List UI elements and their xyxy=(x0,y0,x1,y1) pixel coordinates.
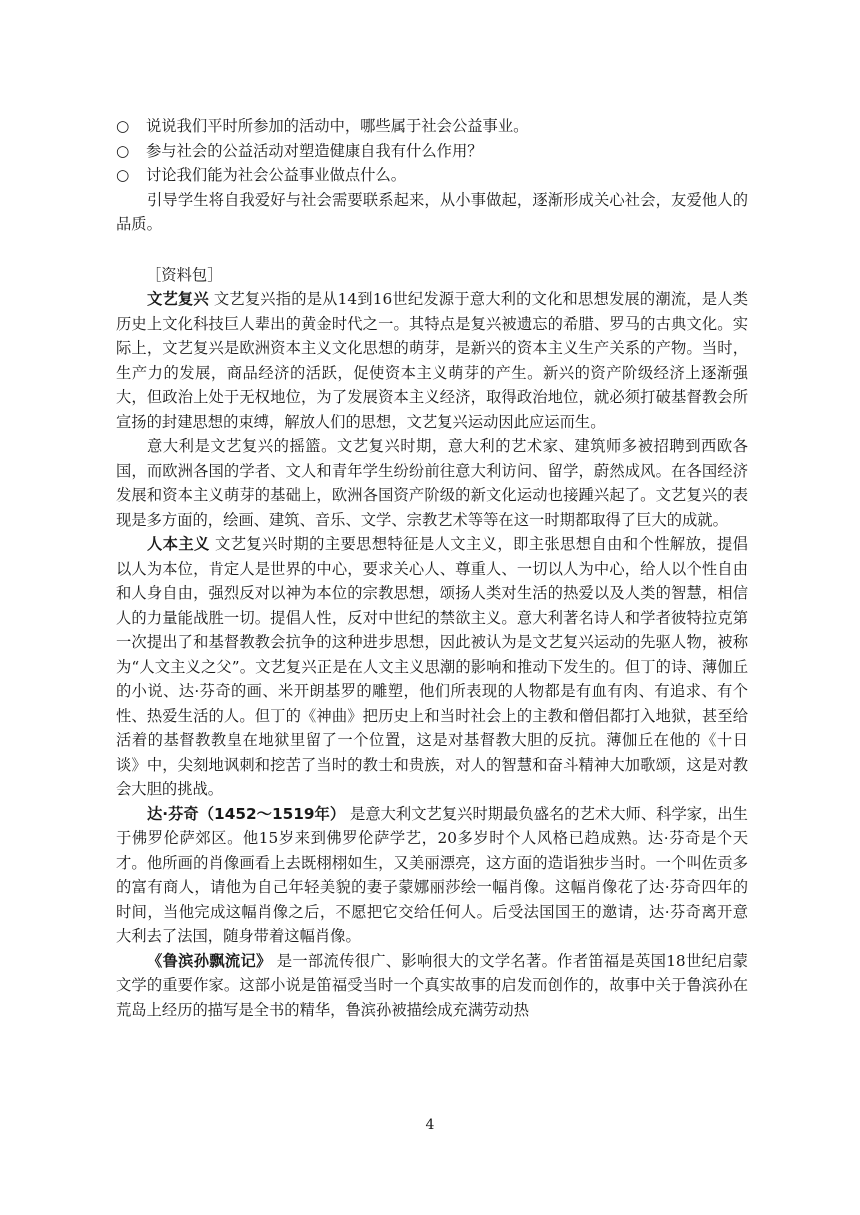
question-item xyxy=(116,163,748,188)
entry-term: 文艺复兴 xyxy=(147,290,209,308)
entry-text: 是一部流传很广、影响很大的文学名著。作者笛福是英国18世纪启蒙文学的重要作家。这部小说是笛福受当时一个真实故事的启发而创作的，故事中关于鲁滨孙在荒岛上经历的描写是全书的精华，鲁滨孙被描绘成充满劳动热 xyxy=(116,951,748,1019)
entry-italy xyxy=(116,434,748,532)
question-item xyxy=(116,139,748,164)
entry-term: 达·芬奇（1452～1519年） xyxy=(147,804,346,823)
page-number: 4 xyxy=(425,1117,435,1133)
circle-bullet-icon: ○ xyxy=(116,166,130,184)
question-text: 讨论我们能为社会公益事业做点什么。 xyxy=(146,166,407,184)
question-item xyxy=(116,114,748,139)
entry-humanism xyxy=(116,532,748,802)
entry-text: 是意大利文艺复兴时期最负盛名的艺术大师、科学家，出生于佛罗伦萨郊区。他15岁来到佛罗伦萨学艺，20多岁时个人风格已趋成熟。达·芬奇是个天才。他所画的肖像画看上去既栩栩如生，又美丽漂亮，这方面的造诣独步当时。一个叫佐贡多的富有商人，请他为自己年轻美貌的妻子蒙娜丽莎绘一幅肖像。这幅肖像花了达·芬奇四年的时间，当他完成这幅肖像之后，不愿把它交给任何人。后受法国国王的邀请，达·芬奇离开意大利去了法国，随身带着这幅肖像。 xyxy=(116,804,748,945)
page-content xyxy=(116,114,748,1022)
question-text: 说说我们平时所参加的活动中，哪些属于社会公益事业。 xyxy=(146,117,529,135)
resource-heading: ［资料包］ xyxy=(146,265,223,284)
entry-robinson-crusoe xyxy=(116,949,748,1023)
entry-term: 《鲁滨孙飘流记》 xyxy=(147,951,272,970)
circle-bullet-icon: ○ xyxy=(116,117,130,135)
circle-bullet-icon: ○ xyxy=(116,141,130,160)
entry-text: 文艺复兴指的是从14到16世纪发源于意大利的文化和思想发展的潮流，是人类历史上文化科技巨人辈出的黄金时代之一。其特点是复兴被遗忘的希腊、罗马的古典文化。实际上，文艺复兴是欧洲资本主义文化思想的萌芽，是新兴的资本主义生产关系的产物。当时，生产力的发展，商品经济的活跃，促使资本主义萌芽的产生。新兴的资产阶级经济上逐渐强大，但政治上处于无权地位，为了发展资本主义经济，取得政治地位，就必须打破基督教会所宣扬的封建思想的束缚，解放人们的思想，文艺复兴运动因此应运而生。 xyxy=(116,290,748,431)
spacer xyxy=(116,237,748,263)
entry-term: 人本主义 xyxy=(147,535,210,553)
entry-text: 文艺复兴时期的主要思想特征是人文主义，即主张思想自由和个性解放，提倡以人为本位，肯定人是世界的中心，要求关心人、尊重人、一切以人为中心，给人以个性自由和人身自由，强烈反对以神为本位的宗教思想，颂扬人类对生活的热爱以及人类的智慧，相信人的力量能战胜一切。提倡人性，反对中世纪的禁欲主义。意大利著名诗人和学者彼特拉克第一次提出了和基督教教会抗争的这种进步思想，因此被认为是文艺复兴运动的先驱人物，被称为“人文主义之父”。文艺复兴正是在人文主义思潮的影响和推动下发生的。但丁的诗、薄伽丘的小说、达·芬奇的画、米开朗基罗的雕塑，他们所表现的人物都是有血有肉、有追求、有个性、热爱生活的人。但丁的《神曲》把历史上和当时社会上的主教和僧侣都打入地狱，甚至给活着的基督教教皇在地狱里留了一个位置，这是对基督教大胆的反抗。薄伽丘在他的《十日谈》中，尖刻地讽刺和挖苦了当时的教士和贵族，对人的智慧和奋斗精神大加歌颂，这是对教会大胆的挑战。 xyxy=(116,535,748,798)
entry-renaissance xyxy=(116,287,748,434)
question-text: 参与社会的公益活动对塑造健康自我有什么作用？ xyxy=(146,141,483,160)
entry-da-vinci xyxy=(116,802,748,949)
entry-text: 意大利是文艺复兴的摇篮。文艺复兴时期，意大利的艺术家、建筑师多被招聘到西欧各国，而欧洲各国的学者、文人和青年学生纷纷前往意大利访问、留学，蔚然成风。在各国经济发展和资本主义萌芽的基础上，欧洲各国资产阶级的新文化运动也接踵兴起了。文艺复兴的表现是多方面的，绘画、建筑、音乐、文学、宗教艺术等等在这一时期都取得了巨大的成就。 xyxy=(116,437,748,529)
guide-paragraph: 引导学生将自我爱好与社会需要联系起来，从小事做起，逐渐形成关心社会，友爱他人的品质。 xyxy=(116,190,748,233)
